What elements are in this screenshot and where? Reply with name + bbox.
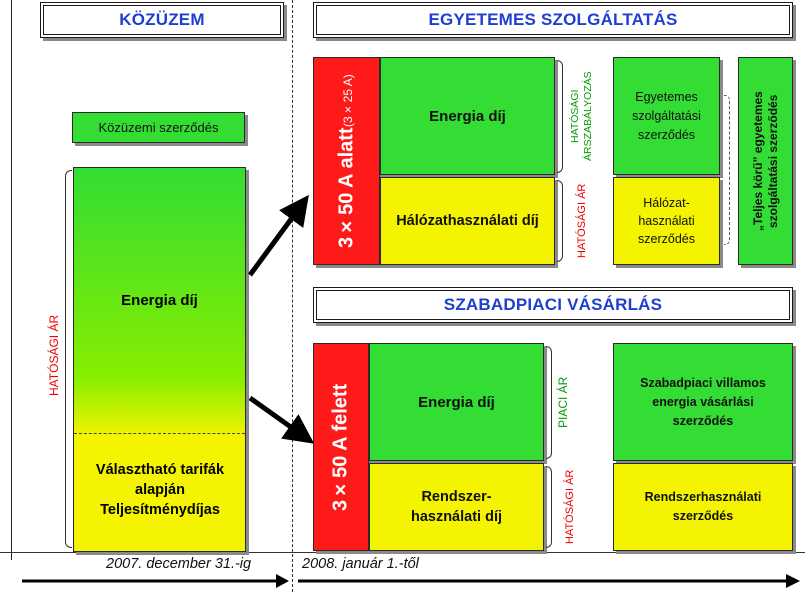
lower-rendszer-label: Rendszer-használati díj bbox=[410, 489, 503, 525]
lower-red-text bbox=[316, 347, 366, 547]
upper-hatosagi-ar-label: HATÓSÁGI ÁR bbox=[576, 183, 588, 259]
kozuzemi-szerzodes-label: Közüzemi szerződés bbox=[98, 120, 219, 135]
upper-energia-label: Energia díj bbox=[429, 107, 506, 125]
header-egyetemes-text: EGYETEMES SZOLGÁLTATÁS bbox=[316, 5, 790, 35]
left-energia-dij-label: Energia díj bbox=[121, 292, 198, 309]
rendszer-szerzodes-box bbox=[613, 463, 793, 551]
timeline-arrows bbox=[0, 570, 805, 592]
upper-red-text bbox=[317, 61, 377, 261]
szabadpiaci-szerzodes-box bbox=[613, 343, 793, 461]
upper-halozat-brace bbox=[557, 180, 563, 262]
upper-red-main: 3×50 A alatt bbox=[335, 127, 357, 248]
header-szabadpiaci-text: SZABADPIACI VÁSÁRLÁS bbox=[316, 290, 790, 320]
halozat-szerzodes-label: Hálózat-használati szerződés bbox=[638, 196, 695, 246]
teljes-koru-box bbox=[738, 57, 793, 265]
left-hatosagi-ar-label: HATÓSÁGI ÁR bbox=[47, 314, 61, 396]
lower-energia-box bbox=[369, 343, 544, 461]
header-kozuzem-text: KÖZÜZEM bbox=[43, 5, 281, 35]
upper-red-box bbox=[313, 57, 380, 265]
lower-red-main: 3×50 A felett bbox=[329, 383, 352, 511]
arrow-up-icon bbox=[250, 207, 300, 275]
lower-hatosagi-ar-label: HATÓSÁGI ÁR bbox=[564, 469, 576, 545]
lower-rendszer-box bbox=[369, 463, 544, 551]
egyetemes-szerzodes-box bbox=[613, 57, 720, 175]
upper-arszab-label: HATÓSÁGI ÁRSZABÁLYOZÁS bbox=[569, 71, 594, 161]
szabadpiaci-szerzodes-label: Szabadpiaci villamos energia vásárlási szerződés bbox=[640, 375, 766, 428]
upper-energia-brace bbox=[557, 60, 563, 173]
lower-energia-label: Energia díj bbox=[418, 393, 495, 411]
halozat-szerzodes-box bbox=[613, 177, 720, 265]
lower-piaci-ar-label: PIACI ÁR bbox=[556, 376, 570, 428]
upper-energia-box bbox=[380, 57, 555, 175]
left-valaszthato-label: Választható tarifák alapján Teljesítménydíjas bbox=[95, 462, 225, 518]
timeline-left-label: 2007. december 31.-ig bbox=[106, 556, 252, 572]
upper-red-sub: (3×25 A) bbox=[340, 74, 355, 128]
timeline-right-arrowhead-icon bbox=[786, 574, 800, 588]
teljes-koru-text: „Teljes körű” egyetemes szolgáltatási szerződés bbox=[750, 91, 780, 231]
timeline-left-arrowhead-icon bbox=[276, 574, 289, 588]
upper-halozat-label: Hálózathasználati díj bbox=[396, 213, 539, 229]
contracts-dashed-brace bbox=[724, 95, 730, 245]
lower-red-box bbox=[313, 343, 369, 551]
upper-halozat-box bbox=[380, 177, 555, 265]
arrow-down-icon bbox=[250, 398, 302, 435]
timeline-right-label: 2008. január 1.-től bbox=[302, 556, 419, 572]
egyetemes-szerzodes-label: Egyetemes szolgáltatási szerződés bbox=[632, 89, 701, 142]
rendszer-szerzodes-label: Rendszerhasználati szerződés bbox=[644, 490, 762, 523]
